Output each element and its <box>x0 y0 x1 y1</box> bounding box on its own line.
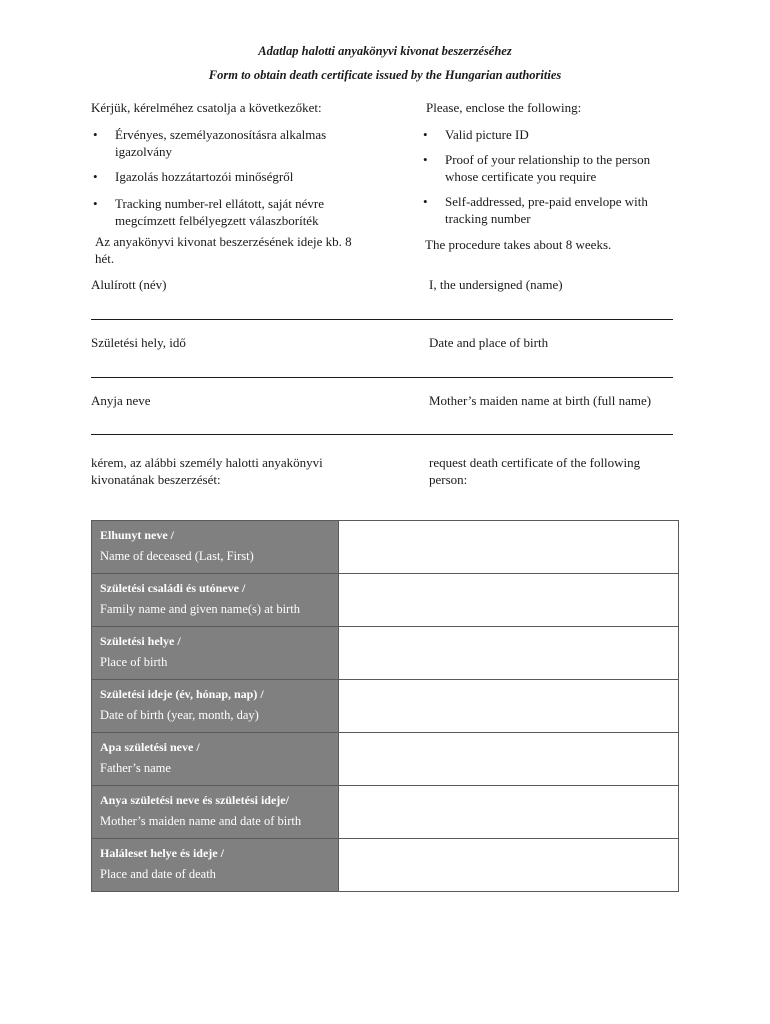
date-of-birth-field[interactable] <box>339 680 679 733</box>
row-label-place-date-of-death <box>92 839 339 892</box>
duration-english: The procedure takes about 8 weeks. <box>425 237 612 252</box>
table-row <box>92 574 679 627</box>
row-label-hungarian: Születési helye / <box>100 634 181 648</box>
row-label-birth-name <box>92 574 339 627</box>
table-row <box>92 839 679 892</box>
row-label-english: Mother’s maiden name and date of birth <box>100 814 302 828</box>
row-label-hungarian: Születési családi és utóneve / <box>100 581 246 595</box>
list-item: • Igazolás hozzátartozói minőségről <box>91 168 366 185</box>
enclose-list-hungarian <box>91 126 366 229</box>
birth-name-field[interactable] <box>339 574 679 627</box>
birth-label-hungarian: Születési hely, idő <box>91 335 186 350</box>
mother-line[interactable] <box>91 434 673 435</box>
row-label-hungarian: Születési ideje (év, hónap, nap) / <box>100 687 264 701</box>
row-label-english: Father’s name <box>100 761 171 775</box>
row-label-deceased-name <box>92 521 339 574</box>
row-label-hungarian: Apa születési neve / <box>100 740 200 754</box>
request-text-hungarian: kérem, az alábbi személy halotti anyakönyvi kivonatának beszerzését: <box>91 455 323 487</box>
table-row <box>92 733 679 786</box>
list-item: • Self-addressed, pre-paid envelope with tracking number <box>421 193 683 227</box>
row-label-english: Place and date of death <box>100 867 216 881</box>
mother-name-field[interactable] <box>339 786 679 839</box>
place-date-of-death-field[interactable] <box>339 839 679 892</box>
row-label-father-name <box>92 733 339 786</box>
enclose-intro-hungarian: Kérjük, kérelméhez csatolja a következőket: <box>91 100 322 115</box>
mother-label-english: Mother’s maiden name at birth (full name) <box>429 393 652 408</box>
list-item: • Valid picture ID <box>421 126 683 143</box>
row-label-english: Date of birth (year, month, day) <box>100 708 259 722</box>
table-row <box>92 627 679 680</box>
row-label-english: Place of birth <box>100 655 168 669</box>
row-label-hungarian: Anya születési neve és születési ideje/ <box>100 793 289 807</box>
row-label-mother-name <box>92 786 339 839</box>
table-row <box>92 521 679 574</box>
request-text-english: request death certificate of the following person: <box>429 455 641 487</box>
table-row <box>92 680 679 733</box>
list-item: • Érvényes, személyazonosításra alkalmas igazolvány <box>91 126 366 160</box>
row-label-hungarian: Haláleset helye és ideje / <box>100 846 224 860</box>
row-label-date-of-birth <box>92 680 339 733</box>
enclose-intro-english: Please, enclose the following: <box>426 100 582 115</box>
mother-label-hungarian: Anyja neve <box>91 393 151 408</box>
deceased-details-table <box>91 520 679 892</box>
applicant-name-line[interactable] <box>91 319 673 320</box>
place-of-birth-field[interactable] <box>339 627 679 680</box>
title-hungarian: Adatlap halotti anyakönyvi kivonat beszerzéséhez <box>258 44 512 58</box>
duration-hungarian: Az anyakönyvi kivonat beszerzésének ideje kb. 8 hét. <box>95 234 352 266</box>
row-label-place-of-birth <box>92 627 339 680</box>
birth-line[interactable] <box>91 377 673 378</box>
applicant-name-label-hungarian: Alulírott (név) <box>91 277 167 292</box>
row-label-hungarian: Elhunyt neve / <box>100 528 175 542</box>
list-item: • Proof of your relationship to the person whose certificate you require <box>421 151 683 185</box>
enclose-list-english <box>421 126 683 227</box>
table-row <box>92 786 679 839</box>
applicant-name-label-english: I, the undersigned (name) <box>429 277 563 292</box>
row-label-english: Family name and given name(s) at birth <box>100 602 300 616</box>
row-label-english: Name of deceased (Last, First) <box>100 549 254 563</box>
title-english: Form to obtain death certificate issued by the Hungarian authorities <box>208 68 562 82</box>
list-item: • Tracking number-rel ellátott, saját névre megcímzett felbélyegzett válaszboríték <box>91 195 366 229</box>
deceased-name-field[interactable] <box>339 521 679 574</box>
birth-label-english: Date and place of birth <box>429 335 549 350</box>
father-name-field[interactable] <box>339 733 679 786</box>
